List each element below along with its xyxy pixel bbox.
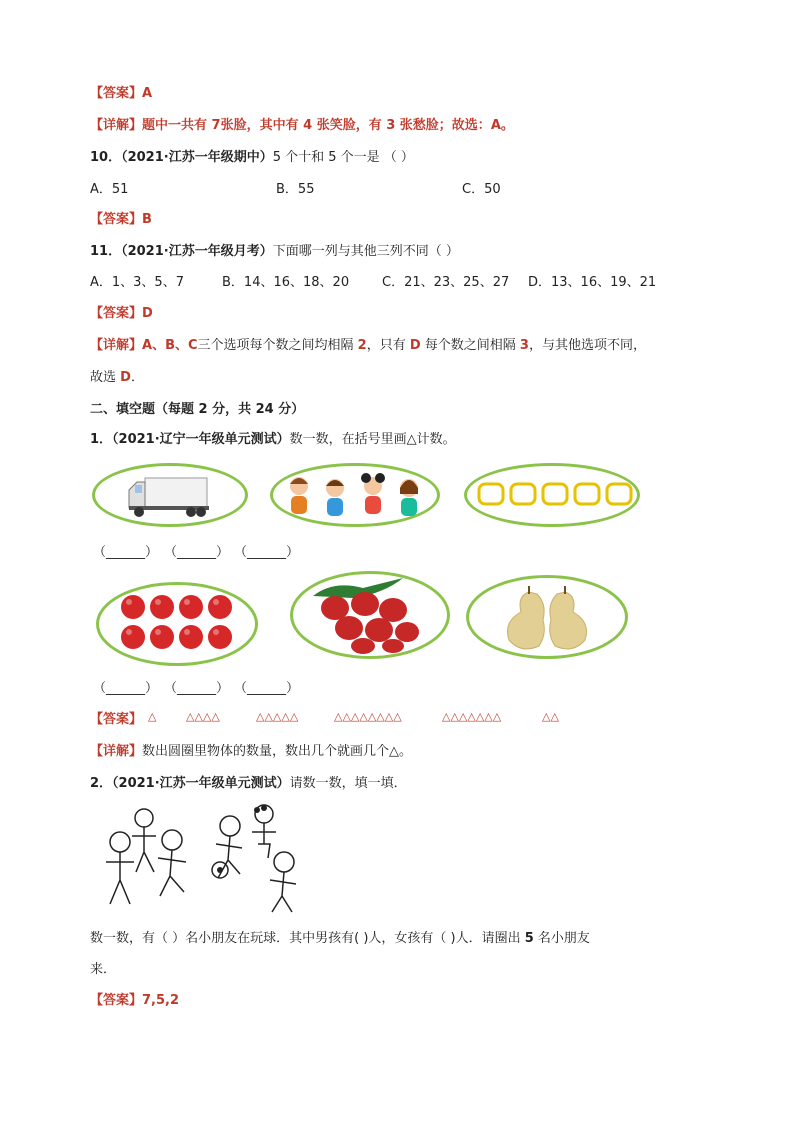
question-source: （2021·江苏一年级单元测试） — [112, 776, 290, 791]
children-playing-icon — [92, 800, 310, 918]
detail-text: 张脸，其中有 — [220, 118, 304, 133]
q11-option-c: C．21、23、25、27 — [382, 275, 510, 290]
detail-tag: 【详解】 — [90, 118, 143, 133]
question-source: （2021·辽宁一年级单元测试） — [112, 432, 290, 447]
question-text: 数一数，在括号里画△计数。 — [289, 432, 456, 447]
question-source: （2021·江苏一年级月考） — [121, 244, 273, 259]
fq1-detail — [90, 740, 412, 759]
question-text: 请数一数，填一填． — [289, 776, 407, 791]
detail-text: 三个选项每个数之间均相隔 — [197, 338, 358, 353]
triangle-answer: △△ — [542, 710, 559, 723]
detail-text: ． — [130, 370, 144, 385]
truck-icon — [95, 466, 245, 524]
count-blank[interactable]: （______） — [234, 545, 300, 560]
count-blank[interactable]: （______） — [164, 681, 230, 696]
detail-number: A — [490, 118, 501, 133]
detail-number: 3 — [519, 338, 529, 353]
question-number: 2． — [90, 776, 113, 791]
fq2-answer — [90, 989, 179, 1008]
triangle-answer: △△△△△△△ — [442, 710, 502, 723]
q10-answer — [90, 208, 152, 227]
count-blank[interactable]: （______） — [234, 681, 300, 696]
count-blank[interactable]: （______） — [164, 545, 230, 560]
count-blank[interactable]: （______） — [93, 545, 159, 560]
detail-text: 故选 — [90, 370, 121, 385]
kids-playing-ball-illustration — [92, 800, 310, 918]
triangle-answer: △△△△△△△△ — [334, 710, 402, 723]
question-text: 数一数，有（ ）名小朋友在玩球．其中男孩有( )人，女孩有（ )人．请圈出 — [90, 931, 525, 946]
answer-tag: 【答案】 — [90, 306, 143, 321]
question-text: 5 个十和 5 个一是 （ ） — [272, 150, 414, 165]
flower-pattern-icon — [467, 466, 637, 524]
fq1-answer — [90, 708, 142, 727]
detail-number: 3 — [386, 118, 396, 133]
answer-value: D — [142, 306, 153, 321]
question-text: 下面哪一列与其他三列不同（ ） — [272, 244, 459, 259]
fq2-text — [90, 927, 590, 946]
q11-option-b: B．14、16、18、20 — [222, 275, 350, 290]
detail-text: 数出圆圈里物体的数量，数出几个就画几个△。 — [142, 744, 413, 759]
question-source: （2021·江苏一年级期中） — [121, 150, 273, 165]
detail-text: 题中一共有 — [142, 118, 212, 133]
detail-text: ，只有 — [366, 338, 410, 353]
detail-tag: 【详解】 — [90, 338, 143, 353]
detail-text: 。 — [500, 118, 514, 133]
detail-text: 每个数之间相隔 — [420, 338, 520, 353]
detail-number: 2 — [357, 338, 367, 353]
children-ellipse — [270, 463, 440, 527]
fq2-stem — [90, 772, 407, 791]
q11-detail — [90, 334, 646, 353]
detail-tag: 【详解】 — [90, 744, 143, 759]
q11-option-a: A．1、3、5、7 — [90, 275, 184, 290]
triangle-answer: △△△△△ — [256, 710, 299, 723]
q10-stem — [90, 146, 414, 165]
triangle-answer: △ — [148, 710, 157, 723]
truck-ellipse — [92, 463, 248, 527]
fq2-text-line2: 来． — [90, 962, 117, 977]
q11-option-d: D．13、16、19、21 — [528, 275, 657, 290]
detail-text: 张笑脸，有 — [312, 118, 387, 133]
answer-value: 7,5,2 — [142, 993, 180, 1008]
section-title: 二、填空题（每题 2 分，共 24 分） — [90, 402, 305, 417]
question-number: 10． — [90, 150, 122, 165]
q11-detail-line2 — [90, 366, 144, 385]
detail-text: A、B、C — [142, 338, 198, 353]
q9-detail — [90, 114, 514, 133]
answer-tag: 【答案】 — [90, 86, 143, 101]
answer-tag: 【答案】 — [90, 212, 143, 227]
q9-answer — [90, 82, 152, 101]
answer-value: A — [142, 86, 153, 101]
answer-tag: 【答案】 — [90, 712, 143, 727]
flowers-ellipse — [464, 463, 640, 527]
question-text: 名小朋友 — [533, 931, 590, 946]
dates-ellipse — [290, 571, 450, 659]
children-icon — [273, 466, 437, 524]
q10-option-b: B．55 — [276, 182, 315, 197]
answer-tag: 【答案】 — [90, 993, 143, 1008]
q10-option-a: A．51 — [90, 182, 129, 197]
count-blank[interactable]: （______） — [93, 681, 159, 696]
triangle-answer: △△△△ — [186, 710, 220, 723]
detail-text: ，与其他选项不同， — [528, 338, 646, 353]
detail-number: 7 — [211, 118, 221, 133]
apples-ellipse — [96, 582, 258, 666]
question-number-inline: 5 — [524, 931, 534, 946]
fq1-stem — [90, 428, 456, 447]
red-dates-icon — [293, 574, 447, 656]
q11-stem — [90, 240, 459, 259]
pears-ellipse — [466, 575, 628, 659]
detail-text: 张愁脸；故选： — [395, 118, 491, 133]
question-number: 1． — [90, 432, 113, 447]
answer-value: B — [142, 212, 152, 227]
detail-text: D — [120, 370, 131, 385]
pear-icon — [469, 578, 625, 656]
q11-answer — [90, 302, 153, 321]
detail-number: 4 — [303, 118, 313, 133]
apple-icon — [99, 585, 255, 663]
q10-option-c: C．50 — [462, 182, 501, 197]
question-number: 11． — [90, 244, 122, 259]
detail-text: D — [409, 338, 421, 353]
